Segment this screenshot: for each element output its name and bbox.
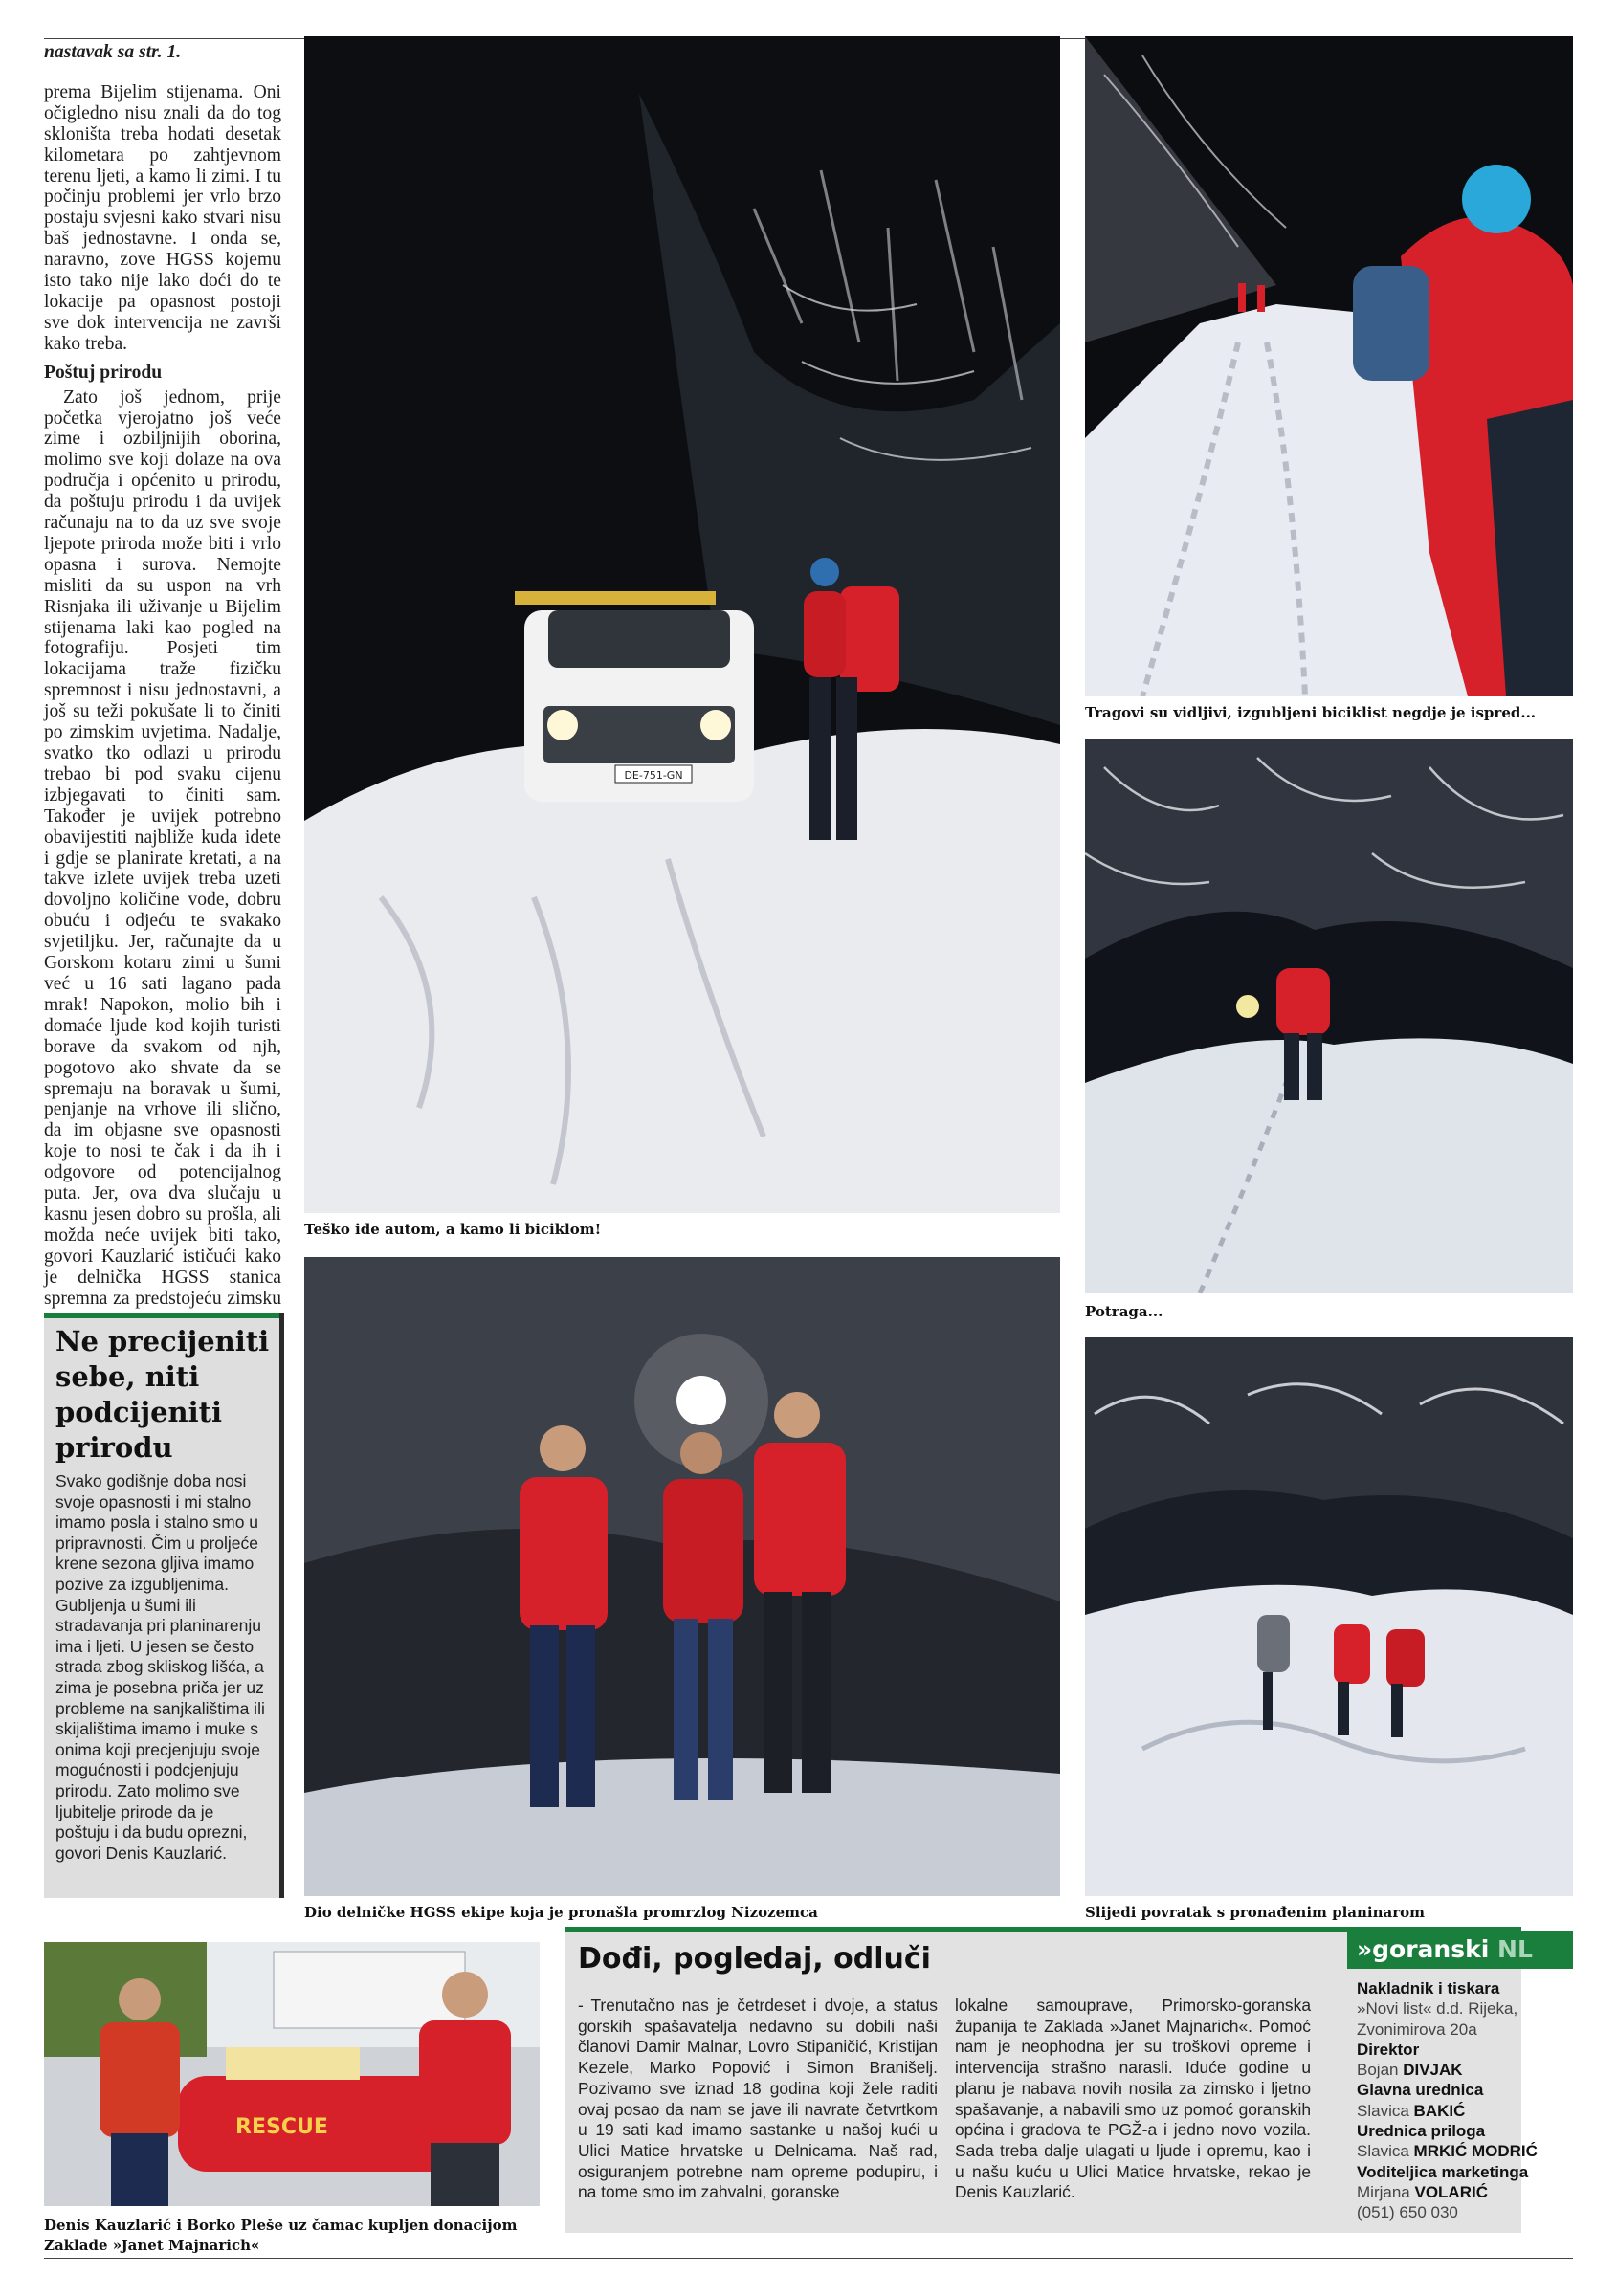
photo-search	[1085, 739, 1573, 1293]
brand-header	[1347, 1931, 1573, 1969]
sidebar-box	[44, 1313, 279, 1898]
brand-suffix: NL	[1497, 1935, 1533, 1963]
marketing-last: VOLARIĆ	[1414, 2182, 1488, 2201]
caption-team: Dio delničke HGSS ekipe koja je pronašla promrzlog Nizozemca	[304, 1904, 818, 1921]
article-paragraph-1: prema Bijelim stijenama. Oni očigledno nisu znali da do tog skloništa treba hodati desetak kilometara po zahtjevnom terenu ljeti, a kamo li zimi. I tu počinju problemi jer vrlo brzo postaju svjesni kako stvari nisu baš jednostavne. I onda se, naravno, zove HGSS kojemu isto tako nije lako doći do te lokacije pa opasnost postoji sve dok intervencija ne završi kako treba.	[44, 81, 281, 354]
article-column	[44, 42, 281, 1330]
caption-search: Potraga...	[1085, 1303, 1163, 1320]
photo-tracks	[1085, 36, 1573, 696]
publisher-address: Zvonimirova 20a	[1357, 2020, 1477, 2039]
marketing-first: Mirjana	[1357, 2182, 1410, 2201]
bottom-article-column-1	[578, 1996, 938, 2203]
continuation-note: nastavak sa str. 1.	[44, 42, 182, 62]
caption-tracks: Tragovi su vidljivi, izgubljeni biciklist negdje je ispred...	[1085, 704, 1537, 721]
director-first: Bojan	[1357, 2061, 1399, 2080]
caption-donation: Denis Kauzlarić i Borko Pleše uz čamac kupljen donacijom Zaklade »Janet Majnarich«	[44, 2217, 518, 2254]
bottom-rule	[44, 2258, 1573, 2259]
impressum	[1357, 1978, 1573, 2223]
bottom-article-text-1: - Trenutačno nas je četrdeset i dvoje, a status gorskih spašavatelja nedavno su dobili naši članovi Damir Malnar, Lovro Stipaničić, Kristijan Kezele, Marko Popović i Simon Branišelj. Pozivamo sve iznad 18 godina koji žele raditi ovaj posao da nam se jave ili navrate četvrtkom u 19 sati kad imamo sastanke u našoj kući u Ulici Matice hrvatske u Delnicama. Naš rad, osiguranjem potrebne nam opreme podupiru, i na tome smo im zahvalni, goranske	[578, 1996, 938, 2202]
editor-last: BAKIĆ	[1413, 2101, 1466, 2120]
director-last: DIVJAK	[1403, 2061, 1463, 2080]
caption-return: Slijedi povratak s pronađenim planinarom	[1085, 1904, 1426, 1921]
supplement-last: MRKIĆ MODRIĆ	[1413, 2142, 1538, 2161]
photo-rescue-car	[304, 36, 1060, 1213]
publisher-label: Nakladnik i tiskara	[1357, 1979, 1500, 1998]
photo-return	[1085, 1337, 1573, 1896]
article-subhead: Poštuj prirodu	[44, 362, 163, 383]
brand-arrows: »	[1357, 1935, 1373, 1963]
marketing-label: Voditeljica marketinga	[1357, 2162, 1529, 2181]
caption-car: Teško ide autom, a kamo li biciklom!	[304, 1221, 602, 1238]
director-label: Direktor	[1357, 2040, 1420, 2059]
brand-name: goranski	[1372, 1935, 1490, 1963]
bottom-article-text-2: lokalne samouprave, Primorsko-goranska županija te Zaklada »Janet Majnarich«. Pomoć nam je neophodna jer su troškovi opreme i intervencija strašno narasli. Iduće godine u planu je nabava novih nosila za zimsko i ljetno spašavanje, a nabavili smo uz pomoć goranskih općina i gradova te PGŽ-a i jedno novo vozila. Sada treba dalje ulagati u ljude i opremu, kao i u našu kuću u Ulici Matice hrvatske, rekao je Denis Kauzlarić.	[955, 1996, 1311, 2202]
phone-number: (051) 650 030	[1357, 2203, 1458, 2222]
rescue-boat-label: RESCUE	[235, 2115, 328, 2139]
photo-team	[304, 1257, 1060, 1896]
editor-first: Slavica	[1357, 2101, 1409, 2120]
sidebar-body: Svako godišnje doba nosi svoje opasnosti i mi stalno imamo posla i stalno smo u pripravnosti. Čim u proljeće krene sezona gljiva imamo pozive za izgubljenima. Gubljenja u šumi ili stradavanja pri planinarenju ima i ljeti. U jesen se često strada zbog skliskog lišća, a zima je posebna priča jer uz probleme na sanjkalištima ili skijalištima imamo i muke s onima koji precjenjuju svoje mogućnosti i podcjenjuju prirodu. Zato molimo sve ljubitelje prirode da je poštuju i da budu oprezni, govori Denis Kauzlarić.	[55, 1471, 265, 1863]
supplement-first: Slavica	[1357, 2142, 1409, 2161]
bottom-article-title: Dođi, pogledaj, odluči	[578, 1942, 931, 1976]
sidebar-title: Ne precijeniti sebe, niti podcijeniti prirodu	[55, 1325, 270, 1464]
supplement-label: Urednica priloga	[1357, 2122, 1486, 2141]
publisher-name: »Novi list« d.d. Rijeka,	[1357, 1999, 1518, 2019]
editor-label: Glavna urednica	[1357, 2081, 1484, 2100]
photo-donation	[44, 1942, 540, 2206]
sidebar-edge	[279, 1313, 284, 1898]
license-plate: DЕ-751-GN	[624, 769, 683, 782]
bottom-article-column-2	[955, 1996, 1311, 2203]
article-paragraph-2: Zato još jednom, prije početka vjerojatno još veće zime i ozbiljnijih oborina, molimo sve koji dolaze na ova područja i općenito u prirodu, da poštuju prirodu i da uvijek računaju na to da uz sve svoje ljepote priroda može biti i vrlo opasna i surova. Nemojte misliti da su uspon na vrh Risnjaka ili uživanje u Bijelim stijenama laki kao pogled na fotografiju. Posjeti tim lokacijama traže fizičku spremnost i nisu jednostavni, a još su teži pokušate li to činiti po zimskim uvjetima. Nadalje, svatko tko odlazi u prirodu trebao bi pod svaku cijenu izbjegavati to činiti sam. Također je uvijek potrebno obavijestiti najbliže kuda idete i gdje se planirate kretati, a na takve izlete uvijek treba uzeti dovoljno količine vode, dobru obuću i odjeću te svakako svjetiljku. Jer, računajte da u Gorskom kotaru zimi u šumi već u 16 sati lagano pada mrak! Napokon, molio bih i domaće ljude kod kojih turisti borave da svakom od njh, pogotovo ako shvate da se spremaju na boravak u šumi, penjanje na vrhove ili slično, da im objasne sve opasnosti koje to nosi te čak i da ih i odgovore od potencijalnog puta. Jer, ova dva slučaju u kasnu jesen dobro su prošla, ali možda neće uvijek biti tako, govori Kauzlarić ističući kako je delnička HGSS stanica spremna za predstojeću zimsku	[44, 386, 281, 1309]
